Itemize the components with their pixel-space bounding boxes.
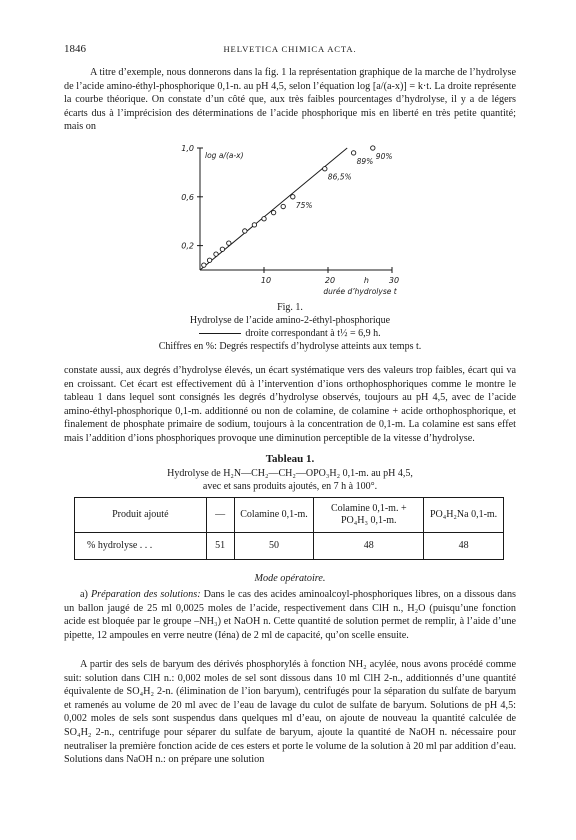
page-header	[64, 43, 516, 57]
x-tick-label: 10	[260, 276, 272, 285]
paragraph-preparation	[64, 588, 516, 658]
page-number: 1846	[64, 43, 86, 55]
data-point	[243, 229, 247, 233]
data-point	[351, 151, 355, 155]
table-header-cell: PO₄H₂Na 0,1-m.	[424, 498, 504, 533]
journal-name: HELVETICA CHIMICA ACTA.	[223, 44, 357, 54]
data-point	[371, 146, 375, 150]
y-axis-label: log a/(a-x)	[205, 151, 244, 160]
table-row	[75, 533, 504, 560]
paragraph-preparation-text: Dans le cas des acides aminoalcoyl-phosphoriques libres, on a dissous dans un ballon jaugé de 25 ml 0,0025 moles de l’acide, respectivement dans ClH n., H₂O (puisqu’une fonction acide est bloquée par le groupe –NH₃) et NaOH n. Cette quantité de solution permet de remplir, à l’aide d’une pipette, 12 ampoules en verre neutre (Iéna) de 2 ml de capacité, qu’on scelle ensuite.	[64, 589, 516, 641]
data-point	[202, 263, 206, 267]
table-header-cell: —	[206, 498, 234, 533]
table-header-cell: Colamine 0,1-m. + PO₄H₃ 0,1-m.	[314, 498, 424, 533]
y-tick-label: 0,6	[181, 192, 194, 202]
table-header-cell: Produit ajouté	[75, 498, 207, 533]
table-title: Tableau 1.	[265, 453, 315, 465]
table-header-cell: Colamine 0,1-m.	[234, 498, 314, 533]
data-point-label: 86,5%	[327, 172, 352, 182]
figure-caption-3: Chiffres en %: Degrés respectifs d’hydrolyse atteints aux temps t.	[158, 341, 422, 352]
table-row-label: % hydrolyse . . .	[75, 533, 207, 560]
data-point-label: 90%	[375, 152, 393, 161]
x-tick-label: 30	[388, 276, 400, 285]
figure-1	[140, 142, 430, 302]
hydrolysis-chart	[140, 142, 430, 302]
table-subtitle-1: Hydrolyse de H₂N—CH₂—CH₂—OPO₃H₂ 0,1-m. au pH 4,5,	[167, 468, 413, 479]
section-title: Mode opératoire.	[254, 573, 326, 584]
data-point	[207, 258, 211, 262]
data-point	[252, 223, 256, 227]
line-legend-dash	[199, 333, 241, 334]
y-tick-label: 1,0	[181, 144, 194, 153]
data-point	[227, 241, 231, 245]
x-axis-unit: h	[363, 276, 369, 285]
x-tick-label: 20	[324, 276, 336, 285]
table-header-row	[75, 498, 504, 533]
data-point	[281, 204, 285, 208]
figure-caption-1: Hydrolyse de l’acide amino-2-éthyl-phosphorique	[189, 315, 391, 326]
data-point	[271, 210, 275, 214]
table-cell: 48	[314, 533, 424, 560]
data-point	[262, 217, 266, 221]
data-point-label: 89%	[356, 156, 374, 166]
paragraph-preparation-heading: Préparation des solutions:	[90, 589, 201, 600]
paragraph-barium-salts: A partir des sels de baryum des dérivés phosphorylés à fonction NH₂ acylée, nous avons procédé comme suit: solution dans ClH n.: 0,002 moles de sel sont dissous dans 10 ml ClH 2-n., additionnés d’une quantité équivalente de SO₄H₂ 2-n. (élimination de l’ion baryum), centrifugés pour la séparation du sulfate de baryum et ramenés au volume de 20 ml avec de l’eau de lavage du culot de sulfate de baryum. Solutions de pH 4,5: 0,002 moles de sels sont suspendus dans quelques ml d’eau, on ajoute de nouveau la quantité calculée de SO₄H₂ 2-n., centrifuge pour séparer du sulfate de baryum, ajoute la quantité de NaOH n. nécessaire pour neutraliser la première fonction acide de ces esters et porte le volume de la solution à 20 ml par addition d’eau. Solutions dans NaOH n.: on prépare une solution	[64, 659, 516, 766]
y-tick-label: 0,2	[181, 241, 194, 251]
data-point-label: 75%	[295, 200, 313, 210]
table-subtitle-2: avec et sans produits ajoutés, en 7 h à 100°.	[202, 481, 378, 492]
x-axis-label: durée d’hydrolyse t	[323, 287, 397, 296]
data-point	[291, 195, 295, 199]
paragraph-discussion: constate aussi, aux degrés d’hydrolyse élevés, un écart systématique vers des valeurs trop faibles, écart qui va en croissant. Cet écart est effectivement dû à l’intervention d’ions orthophosphoriques comme le montre le tableau 1 dans lequel sont consignés les degrés d’hydrolyse observés, toujours au pH 4,5, avec de l’acide amino-éthyl-phosphorique 0,1-m. additionné ou non de colamine, de colamine + acide orthophosphorique, et finalement de phosphate primaire de sodium, toujours à la concentration de 0,1-m. La colamine est sans effet mais l’addition d’ions phosphoriques provoque une diminution perceptible de la vitesse d’hydrolyse.	[64, 365, 516, 444]
table-cell: 48	[424, 533, 504, 560]
figure-caption-2-text: droite correspondant à t½ = 6,9 h.	[245, 328, 381, 339]
table-cell: 50	[234, 533, 314, 560]
hydrolysis-table	[74, 497, 504, 560]
data-point	[214, 252, 218, 256]
data-point	[323, 167, 327, 171]
figure-label: Fig. 1.	[277, 302, 303, 313]
table-cell: 51	[206, 533, 234, 560]
data-point	[220, 247, 224, 251]
figure-caption-2	[64, 327, 516, 340]
paragraph-preparation-lead: a)	[80, 589, 88, 600]
paragraph-intro: A titre d’exemple, nous donnerons dans la fig. 1 la représentation graphique de la marche de l’hydrolyse de l’acide amino-éthyl-phosphorique 0,1-n. au pH 4,5, selon l’équation log [a/(a-x)] = k·t. La droite représente la courbe théorique. On constate d’un côté que, aux très faibles pourcentages d’hydrolyse, il y a de légers écarts dus à l’imprécision des déterminations de l’acide phosphorique mis en liberté en très petite quantité; mais on	[64, 67, 516, 133]
